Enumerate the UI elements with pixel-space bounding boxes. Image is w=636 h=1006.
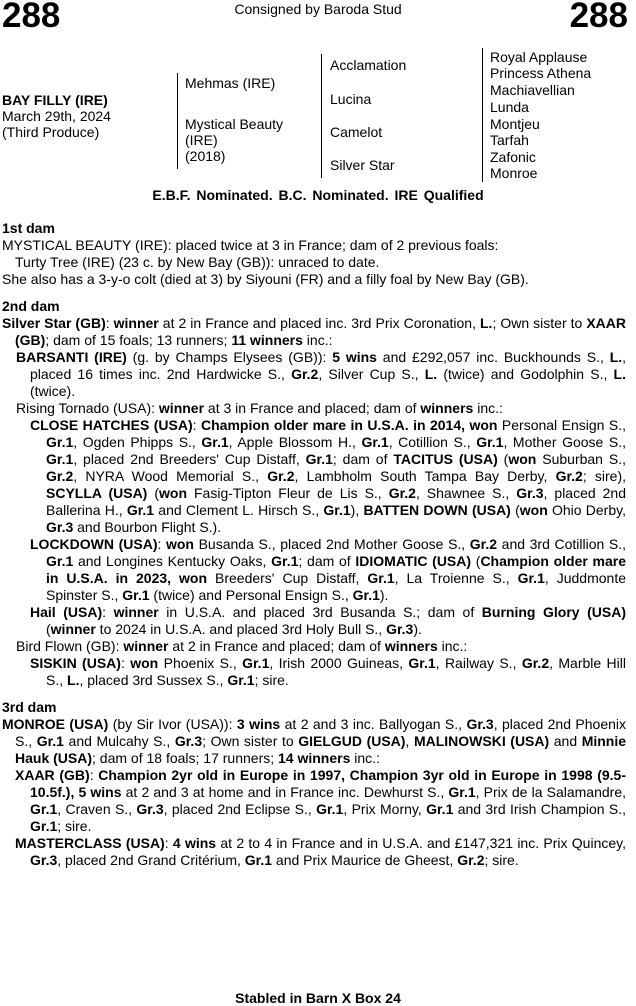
first-dam-text: MYSTICAL BEAUTY (IRE): placed twice at 3 in France; dam of 2 previous foals: bbox=[2, 237, 499, 253]
third-dam-text: MONROE (USA) (by Sir Ivor (USA)): 3 wins at 2 and 3 inc. Ballyogan S., Gr.3, placed 2nd Phoenix S., Gr.1 and Mulcahy S., Gr.3; Own sister to GIELGUD (USA), MALINOWSKI (USA) and Minnie Hauk (USA); dam of 18 foals; 17 runners; 14 winners inc.: bbox=[2, 716, 627, 766]
pedigree-divider-3 bbox=[482, 48, 483, 182]
g4-1: Royal Applause bbox=[490, 49, 588, 65]
close-hatches: CLOSE HATCHES (USA): Champion older mare in U.S.A. in 2014, won Personal Ensign S., Gr.1, Ogden Phipps S., Gr.1, Apple Blossom H., Gr.1, Cotillion S., Gr.1, Mother Goose S., Gr.1, placed 2nd Breeders' Cup Distaff, Gr.1; dam of TACITUS (USA) (won Suburban S., Gr.2, NYRA Wood Memorial S., Gr.2, Lambholm South Tampa Bay Derby, Gr.2; sire), SCYLLA (USA) (won Fasig-Tipton Fleur de Lis S., Gr.2, Shawnee S., Gr.3, placed 2nd Ballerina H., Gr.1 and Clement L. Hirsch S., Gr.1), BATTEN DOWN (USA) (won Ohio Derby, Gr.3 and Bourbon Flight S.). bbox=[30, 417, 627, 535]
second-dam-foal-bird-flown: Bird Flown (GB): winner at 2 in France and placed; dam of winners inc.: bbox=[16, 638, 468, 654]
stabling-footer: Stabled in Barn X Box 24 bbox=[235, 990, 401, 1006]
consignor: Consigned by Baroda Stud bbox=[234, 1, 402, 17]
second-dam-foal-rising-tornado: Rising Tornado (USA): winner at 3 in France and placed; dam of winners inc.: bbox=[16, 400, 503, 416]
pedigree-divider-1 bbox=[177, 73, 178, 169]
sire-dam: Lucina bbox=[330, 91, 372, 107]
dam-dam: Silver Star bbox=[330, 157, 395, 173]
catalogue-body bbox=[2, 220, 626, 869]
first-dam-foal-1: Turty Tree (IRE) (23 c. by New Bay (GB)): unraced to date. bbox=[15, 254, 380, 270]
sire-sire: Acclamation bbox=[330, 57, 407, 73]
second-dam-heading: 2nd dam bbox=[2, 298, 60, 314]
produce-note: (Third Produce) bbox=[2, 124, 100, 140]
xaar: XAAR (GB): Champion 2yr old in Europe in 1997, Champion 3yr old in Europe in 1998 (9.5-10.5f.), 5 wins at 2 and 3 at home and in France inc. Dewhurst S., Gr.1, Prix de la Salamandre, Gr.1, Craven S., Gr.3, placed 2nd Eclipse S., Gr.1, Prix Morny, Gr.1 and 3rd Irish Champion S., Gr.1; sire. bbox=[15, 767, 627, 834]
dam-name: Mystical Beauty bbox=[185, 116, 284, 132]
first-dam-heading: 1st dam bbox=[2, 220, 55, 236]
second-dam-text: Silver Star (GB): winner at 2 in France and placed inc. 3rd Prix Coronation, L.; Own sister to XAAR (GB); dam of 15 foals; 13 runners; 11 winners inc.: bbox=[2, 315, 626, 348]
g4-6: Tarfah bbox=[490, 132, 529, 148]
horse-name: BAY FILLY (IRE) bbox=[2, 92, 108, 108]
g4-7: Zafonic bbox=[490, 149, 536, 165]
hail: Hail (USA): winner in U.S.A. and placed 3rd Busanda S.; dam of Burning Glory (USA) (winner to 2024 in U.S.A. and placed 3rd Holy Bull S., Gr.3). bbox=[30, 604, 626, 637]
dam-country: (IRE) bbox=[185, 132, 218, 148]
siskin: SISKIN (USA): won Phoenix S., Gr.1, Irish 2000 Guineas, Gr.1, Railway S., Gr.2, Marble Hill S., L., placed 3rd Sussex S., Gr.1; sire. bbox=[30, 655, 627, 688]
nominations: E.B.F. Nominated. B.C. Nominated. IRE Qualified bbox=[152, 187, 484, 203]
dam-sire: Camelot bbox=[330, 124, 383, 140]
g4-5: Montjeu bbox=[490, 116, 540, 132]
sire: Mehmas (IRE) bbox=[185, 75, 276, 91]
foaling-date: March 29th, 2024 bbox=[2, 108, 111, 124]
g4-8: Monroe bbox=[490, 165, 538, 181]
g4-3: Machiavellian bbox=[490, 82, 575, 98]
first-dam-also: She also has a 3-y-o colt (died at 3) by Siyouni (FR) and a filly foal by New Bay (GB). bbox=[2, 271, 529, 287]
third-dam-heading: 3rd dam bbox=[2, 699, 57, 715]
dam-year: (2018) bbox=[185, 148, 226, 164]
g4-2: Princess Athena bbox=[490, 65, 592, 81]
masterclass: MASTERCLASS (USA): 4 wins at 2 to 4 in France and in U.S.A. and £147,321 inc. Prix Quincey, Gr.3, placed 2nd Grand Critérium, Gr.1 and Prix Maurice de Gheest, Gr.2; sire. bbox=[15, 835, 626, 868]
pedigree-divider-2 bbox=[321, 54, 322, 178]
lot-number-left: 288 bbox=[2, 0, 61, 35]
lot-number-right: 288 bbox=[569, 0, 628, 35]
g4-4: Lunda bbox=[490, 99, 529, 115]
second-dam-foal-barsanti: BARSANTI (IRE) (g. by Champs Elysees (GB)): 5 wins and £292,057 inc. Buckhounds S., L., placed 16 times inc. 2nd Hardwicke S., Gr.2, Silver Cup S., L. (twice) and Godolphin S., L. (twice). bbox=[16, 349, 627, 399]
lockdown: LOCKDOWN (USA): won Busanda S., placed 2nd Mother Goose S., Gr.2 and 3rd Cotillion S., Gr.1 and Longines Kentucky Oaks, Gr.1; dam of IDIOMATIC (USA) (Champion older mare in U.S.A. in 2023, won Breeders' Cup Distaff, Gr.1, La Troienne S., Gr.1, Juddmonte Spinster S., Gr.1 (twice) and Personal Ensign S., Gr.1). bbox=[30, 536, 627, 603]
